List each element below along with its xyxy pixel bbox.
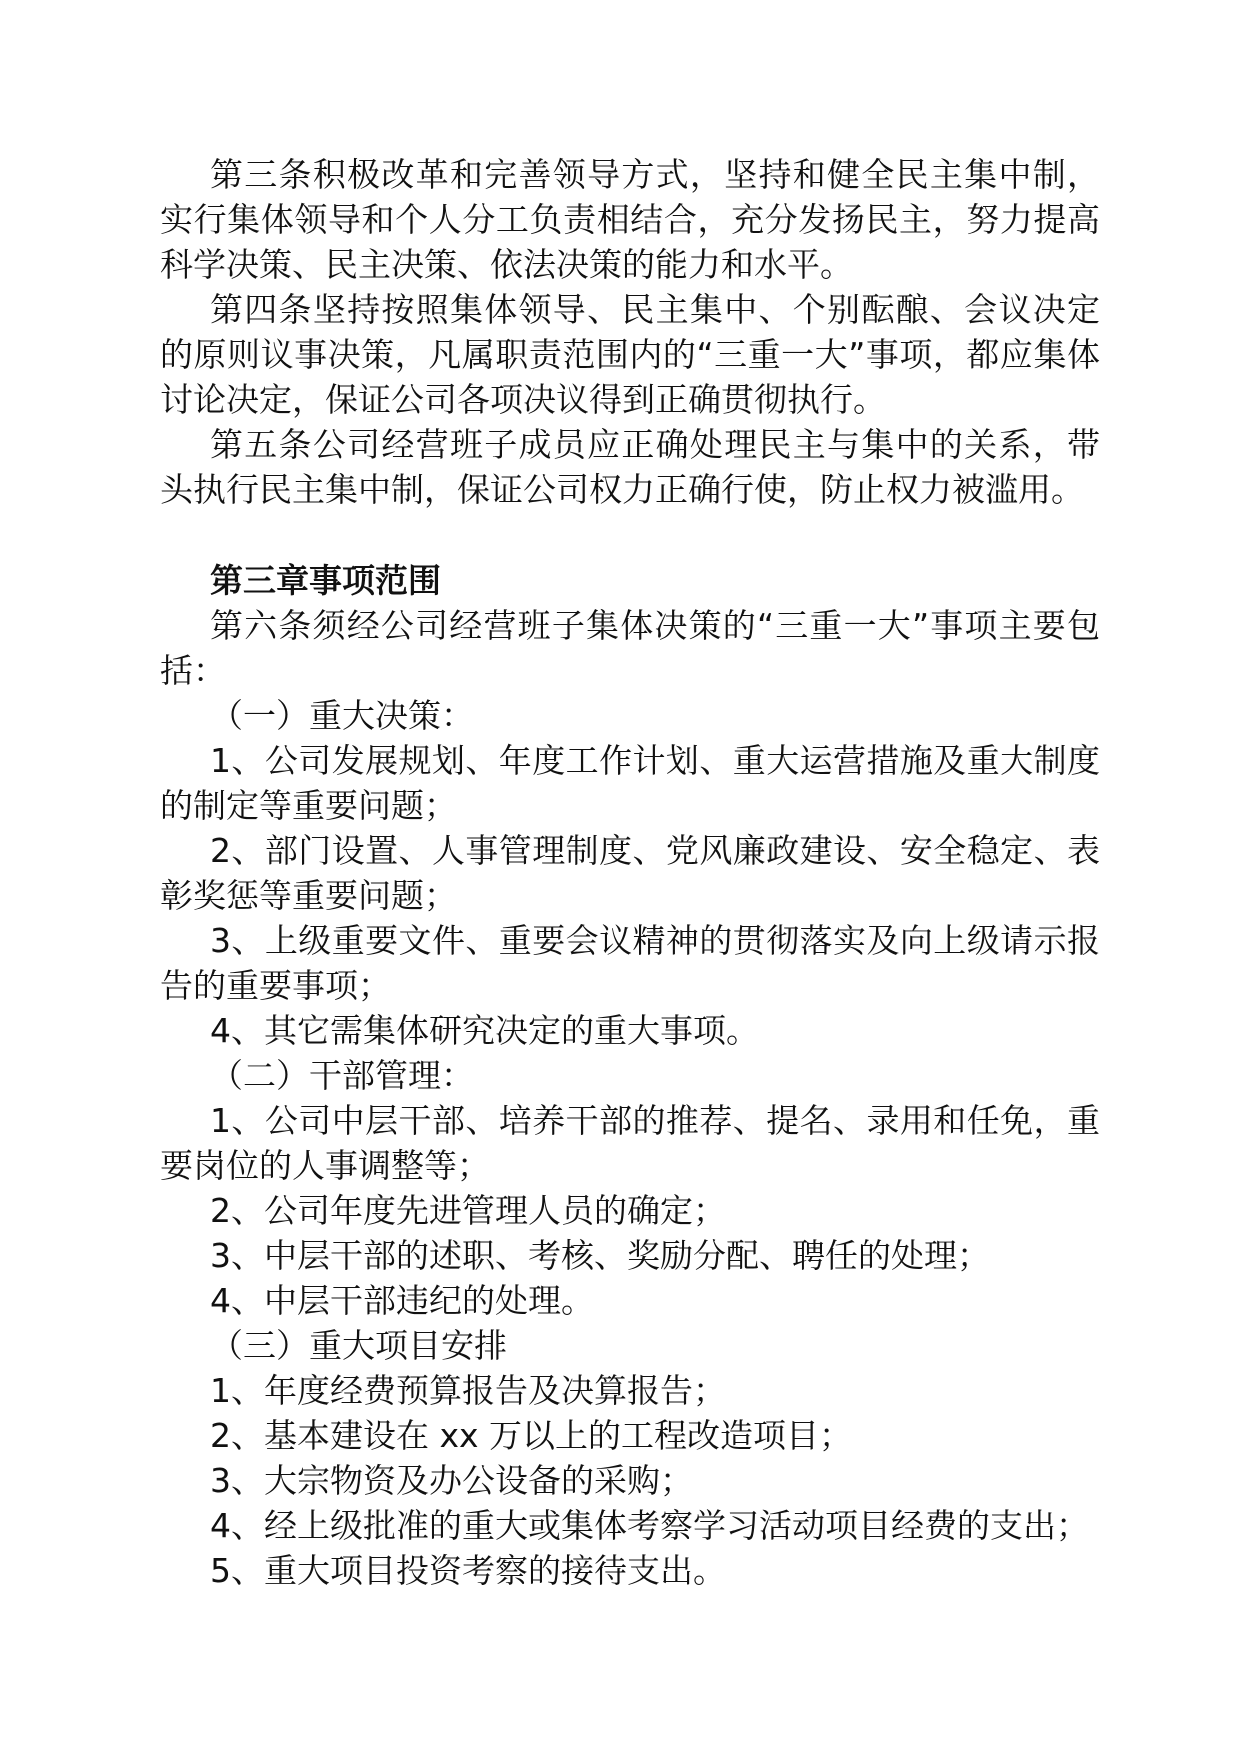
document-page [160,152,1100,1593]
section-1-item: 4、其它需集体研究决定的重大事项。 [210,1011,759,1050]
article-5: 第五条公司经营班子成员应正确处理民主与集中的关系，带头执行民主集中制，保证公司权力正确行使，防止权力被滥用。 [160,425,1100,509]
chapter-heading: 第三章事项范围 [210,561,441,600]
section-3-title: （三）重大项目安排 [210,1326,507,1365]
section-3-item: 4、经上级批准的重大或集体考察学习活动项目经费的支出； [210,1506,1089,1545]
section-1-item: 1、公司发展规划、年度工作计划、重大运营措施及重大制度的制定等重要问题； [160,741,1100,825]
section-2-item: 1、公司中层干部、培养干部的推荐、提名、录用和任免，重要岗位的人事调整等； [160,1101,1100,1185]
article-3: 第三条积极改革和完善领导方式，坚持和健全民主集中制，实行集体领导和个人分工负责相结合，充分发扬民主，努力提高科学决策、民主决策、依法决策的能力和水平。 [160,155,1100,284]
section-2-item: 3、中层干部的述职、考核、奖励分配、聘任的处理； [210,1236,990,1275]
section-3-item: 2、基本建设在 xx 万以上的工程改造项目； [210,1416,853,1455]
section-2-title: （二）干部管理： [210,1056,474,1095]
section-1-item: 3、上级重要文件、重要会议精神的贯彻落实及向上级请示报告的重要事项； [160,921,1100,1005]
section-3-item: 1、年度经费预算报告及决算报告； [210,1371,726,1410]
section-3-item: 3、大宗物资及办公设备的采购； [210,1461,693,1500]
section-1-title: （一）重大决策： [210,696,474,735]
article-6: 第六条须经公司经营班子集体决策的“三重一大”事项主要包括： [160,606,1100,690]
section-2-item: 4、中层干部违纪的处理。 [210,1281,594,1320]
section-3-item: 5、重大项目投资考察的接待支出。 [210,1551,726,1590]
section-2-item: 2、公司年度先进管理人员的确定； [210,1191,726,1230]
section-1-item: 2、部门设置、人事管理制度、党风廉政建设、安全稳定、表彰奖惩等重要问题； [160,831,1100,915]
article-4: 第四条坚持按照集体领导、民主集中、个别酝酿、会议决定的原则议事决策，凡属职责范围内的“三重一大”事项，都应集体讨论决定，保证公司各项决议得到正确贯彻执行。 [160,290,1100,419]
